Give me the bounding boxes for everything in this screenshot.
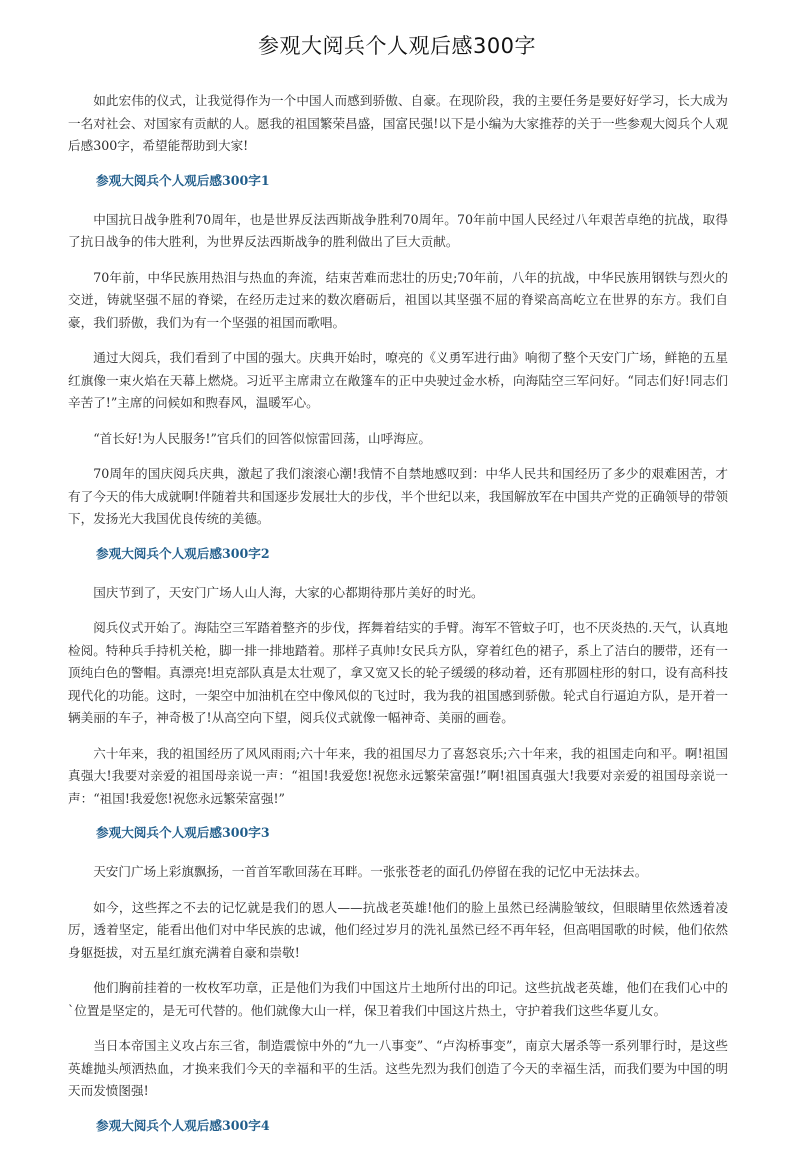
paragraph: 70年前，中华民族用热泪与热血的奔流，结束苦难而悲壮的历史;70年前，八年的抗战，中华民族用钢铁与烈火的交迸，铸就坚强不屈的脊梁，在经历走过来的数次磨砺后，祖国以其坚强不屈的脊梁高高屹立在世界的东方。我们自豪，我们骄傲，我们为有一个坚强的祖国而歌唱。 — [68, 269, 728, 330]
section-1 — [68, 171, 728, 531]
paragraph: 六十年来，我的祖国经历了风风雨雨;六十年来，我的祖国尽力了喜怒哀乐;六十年来，我的祖国走向和平。啊!祖国真强大!我要对亲爱的祖国母亲说一声：“祖国!我爱您!祝您永远繁荣富强!”啊!祖国真强大!我要对亲爱的祖国母亲说一声：“祖国!我爱您!祝您永远繁荣富强!” — [68, 745, 728, 806]
section-4 — [68, 1116, 728, 1136]
section-heading: 参观大阅兵个人观后感300字4 — [96, 1117, 270, 1133]
paragraph: 通过大阅兵，我们看到了中国的强大。庆典开始时，嘹亮的《义勇军进行曲》响彻了整个天安门广场，鲜艳的五星红旗像一束火焰在天幕上燃烧。习近平主席肃立在敞篷车的正中央驶过金水桥，向海陆空三军问好。“同志们好!同志们辛苦了!”主席的问候如和煦春风，温暖军心。 — [68, 350, 728, 410]
section-3 — [68, 823, 728, 1103]
paragraph: “首长好!为人民服务!”官兵们的回答似惊雷回荡，山呼海应。 — [93, 430, 432, 446]
section-2 — [68, 544, 728, 811]
section-heading: 参观大阅兵个人观后感300字3 — [96, 825, 270, 840]
paragraph: 如今，这些挥之不去的记忆就是我们的恩人——抗战老英雄!他们的脸上虽然已经满脸皱纹，但眼睛里依然透着凌厉，透着坚定，能看出他们对中华民族的忠诚，他们经过岁月的洗礼虽然已经不再年轻，但高唱国歌的时候，他们依然身躯挺拔，对五星红旗充满着自豪和崇敬! — [68, 899, 728, 960]
paragraph: 国庆节到了，天安门广场人山人海，大家的心都期待那片美好的时光。 — [93, 584, 484, 600]
document-title: 参观大阅兵个人观后感300字 — [257, 34, 537, 58]
paragraph: 70周年的国庆阅兵庆典，激起了我们滚滚心潮!我情不自禁地感叹到：中华人民共和国经历了多少的艰难困苦，才有了今天的伟大成就啊!伴随着共和国逐步发展壮大的步伐，半个世纪以来，我国解放军在中国共产党的正确领导的带领下，发扬光大我国优良传统的美德。 — [68, 466, 728, 526]
intro-paragraph: 如此宏伟的仪式，让我觉得作为一个中国人而感到骄傲、自豪。在现阶段，我的主要任务是要好好学习，长大成为一名对社会、对国家有贡献的人。愿我的祖国繁荣昌盛，国富民强!以下是小编为大家推荐的关于一些参观大阅兵个人观后感300字，希望能帮助到大家! — [68, 93, 728, 153]
paragraph: 中国抗日战争胜利70周年，也是世界反法西斯战争胜利70周年。70年前中国人民经过八年艰苦卓绝的抗战，取得了抗日战争的伟大胜利，为世界反法西斯战争的胜利做出了巨大贡献。 — [68, 211, 728, 249]
document-body — [68, 90, 728, 1154]
paragraph: 天安门广场上彩旗飘扬，一首首军歌回荡在耳畔。一张张苍老的面孔仍停留在我的记忆中无法抹去。 — [93, 864, 648, 879]
section-heading: 参观大阅兵个人观后感300字1 — [96, 172, 270, 188]
paragraph: 阅兵仪式开始了。海陆空三军踏着整齐的步伐，挥舞着结实的手臂。海军不管蚊子叮，也不厌炎热的.天气，认真地检阅。特种兵手持机关枪，脚一排一排地踏着。那样子真帅!女民兵方队，穿着红色的裙子，系上了洁白的腰带，还有一顶纯白色的警帽。真漂亮!坦克部队真是太壮观了，拿又宽又长的轮子缓缓的移动着，还有那圆柱形的射口，设有高科技现代化的功能。这时，一架空中加油机在空中像风似的飞过时，我为我的祖国感到骄傲。轮式自行逼迫方队，是开着一辆美丽的车子，神奇极了!从高空向下望，阅兵仪式就像一幅神奇、美丽的画卷。 — [68, 620, 728, 725]
paragraph: 他们胸前挂着的一枚枚军功章，正是他们为我们中国这片土地所付出的印记。这些抗战老英雄，他们在我们心中的`位置是坚定的，是无可代替的。他们就像大山一样，保卫着我们中国这片热土，守护着我们这些华夏儿女。 — [68, 980, 728, 1018]
paragraph: 当日本帝国主义攻占东三省，制造震惊中外的“九一八事变”、“卢沟桥事变”，南京大屠杀等一系列罪行时，是这些英雄抛头颅洒热血，才换来我们今天的幸福和平的生活。这些先烈为我们创造了今天的幸福生活，而我们要为中国的明天而发愤图强! — [68, 1038, 728, 1098]
section-heading: 参观大阅兵个人观后感300字2 — [96, 545, 270, 561]
